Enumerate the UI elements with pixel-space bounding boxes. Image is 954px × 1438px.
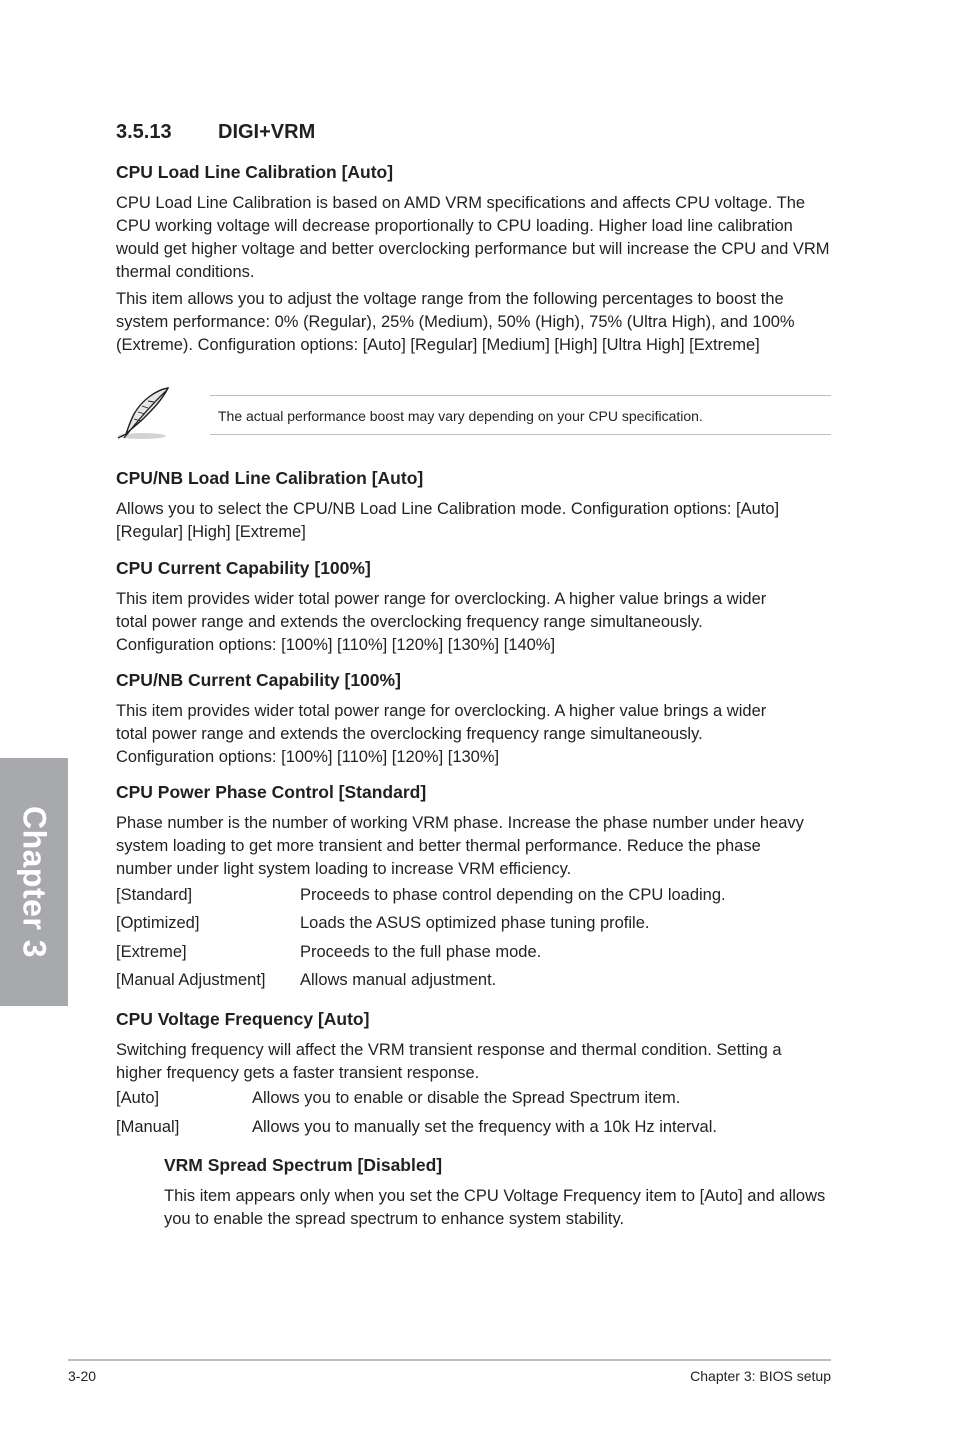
page-number: 3-20 bbox=[68, 1368, 97, 1384]
heading-cpu-power-phase-control: CPU Power Phase Control [Standard] bbox=[116, 782, 427, 802]
heading-cpu-nb-load-line-calibration: CPU/NB Load Line Calibration [Auto] bbox=[116, 468, 424, 488]
note-bottom-rule bbox=[210, 434, 831, 435]
heading-vrm-spread-spectrum: VRM Spread Spectrum [Disabled] bbox=[164, 1155, 443, 1175]
heading-cpu-nb-current-capability: CPU/NB Current Capability [100%] bbox=[116, 670, 401, 690]
option-term: [Manual] bbox=[116, 1118, 180, 1136]
chapter-tab-label: Chapter 3 bbox=[16, 805, 53, 959]
paragraph: Allows you to select the CPU/NB Load Line Calibration mode. Configuration options: [Auto] [Regular] [High] [Extreme] bbox=[116, 500, 780, 541]
paragraph: Switching frequency will affect the VRM transient response and thermal condition. Setting a higher frequency gets a faster transient response. bbox=[116, 1041, 782, 1082]
footer-rule bbox=[68, 1359, 831, 1361]
paragraph: CPU Load Line Calibration is based on AMD VRM specifications and affects CPU voltage. The CPU working voltage will decrease proportionally to CPU loading. Higher load line calibration would get higher voltage and better overclocking performance but will increase the CPU and VRM thermal conditions. bbox=[116, 194, 830, 281]
paragraph: This item allows you to adjust the voltage range from the following percentages to boost the system performance: 0% (Regular), 25% (Medium), 50% (High), 75% (Ultra High), and 100% (Extreme). Configuration options: [Auto] [Regular] [Medium] [High] [Ultra High] [Extreme] bbox=[116, 290, 795, 354]
option-term: [Extreme] bbox=[116, 943, 187, 961]
option-desc: Allows manual adjustment. bbox=[300, 971, 497, 989]
option-term: [Manual Adjustment] bbox=[116, 971, 266, 989]
paragraph: This item provides wider total power range for overclocking. A higher value brings a wider total power range and extends the overclocking frequency range simultaneously. Configuration options: [100%] [110%] [120%] [130%] [140%] bbox=[116, 590, 767, 654]
section-title bbox=[116, 121, 315, 144]
section-number: 3.5.13 bbox=[116, 121, 172, 143]
heading-cpu-current-capability: CPU Current Capability [100%] bbox=[116, 558, 371, 578]
section-name: DIGI+VRM bbox=[218, 121, 316, 143]
chapter-tab bbox=[0, 758, 68, 1006]
option-desc: Proceeds to phase control depending on the CPU loading. bbox=[300, 886, 726, 904]
footer-chapter: Chapter 3: BIOS setup bbox=[690, 1368, 831, 1384]
feather-pen-icon bbox=[112, 384, 174, 447]
heading-cpu-voltage-frequency: CPU Voltage Frequency [Auto] bbox=[116, 1009, 370, 1029]
option-desc: Allows you to enable or disable the Spread Spectrum item. bbox=[252, 1089, 681, 1107]
paragraph: Phase number is the number of working VRM phase. Increase the phase number under heavy system loading to get more transient and better thermal performance. Reduce the phase number under light system loading to increase VRM efficiency. bbox=[116, 814, 804, 878]
option-desc: Loads the ASUS optimized phase tuning profile. bbox=[300, 914, 650, 932]
option-desc: Allows you to manually set the frequency with a 10k Hz interval. bbox=[252, 1118, 717, 1136]
option-term: [Optimized] bbox=[116, 914, 200, 932]
note-top-rule bbox=[210, 395, 831, 396]
note-text: The actual performance boost may vary depending on your CPU specification. bbox=[218, 408, 703, 424]
option-term: [Auto] bbox=[116, 1089, 160, 1107]
heading-cpu-load-line-calibration: CPU Load Line Calibration [Auto] bbox=[116, 162, 394, 182]
paragraph: This item appears only when you set the CPU Voltage Frequency item to [Auto] and allows you to enable the spread spectrum to enhance system stability. bbox=[164, 1187, 826, 1228]
option-term: [Standard] bbox=[116, 886, 193, 904]
option-desc: Proceeds to the full phase mode. bbox=[300, 943, 542, 961]
paragraph: This item provides wider total power range for overclocking. A higher value brings a wider total power range and extends the overclocking frequency range simultaneously. Configuration options: [100%] [110%] [120%] [130%] bbox=[116, 702, 767, 766]
